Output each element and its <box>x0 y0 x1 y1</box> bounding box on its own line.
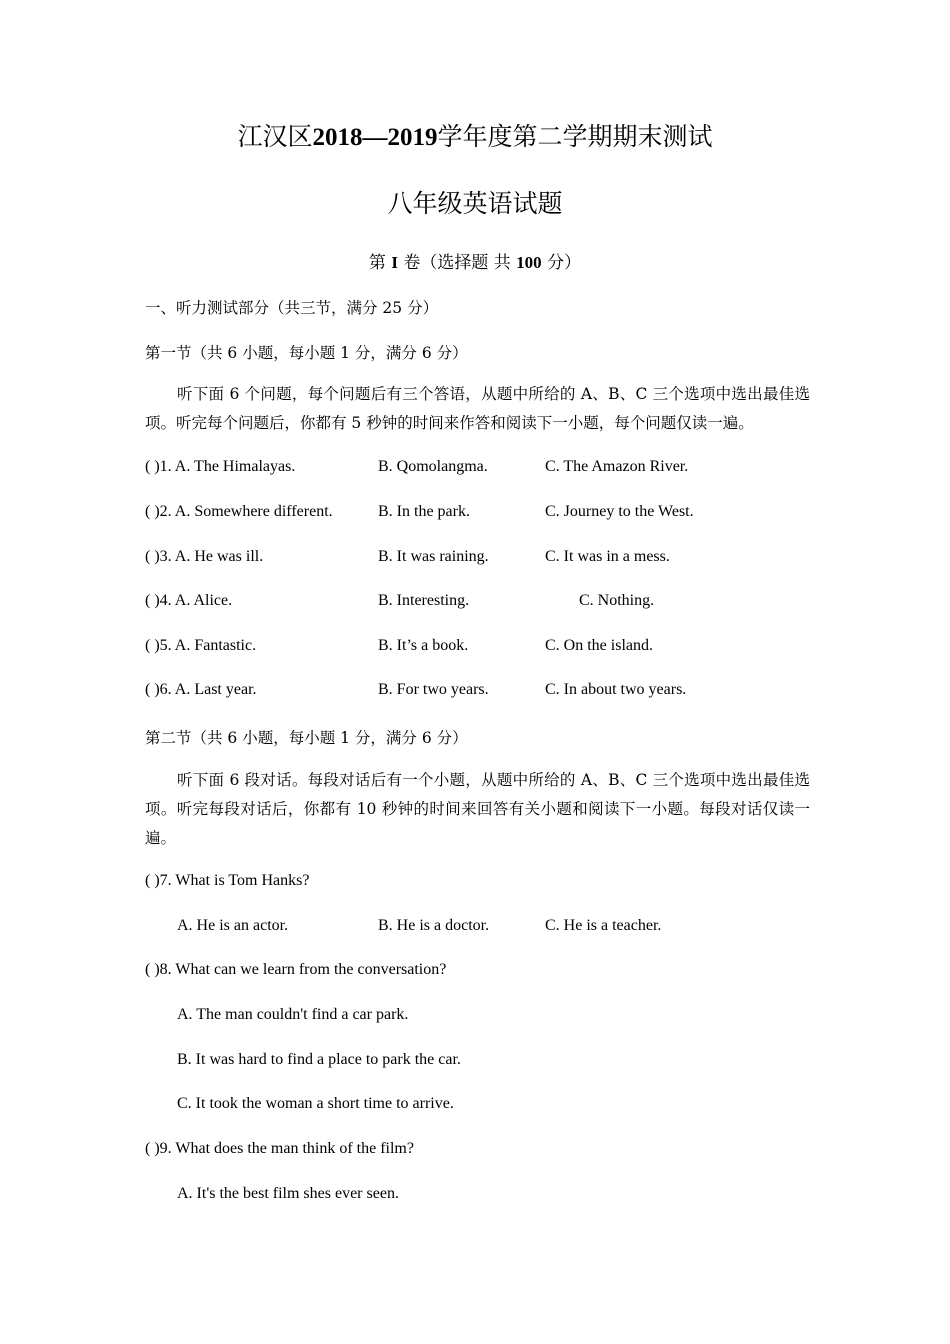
volume-score: 100 <box>516 253 542 272</box>
question-2 <box>145 503 810 527</box>
volume-heading <box>0 248 950 273</box>
question-5-a: ( )5. A. Fantastic. <box>145 637 257 654</box>
section1-instructions: 听下面 6 个问题，每个问题后有三个答语，从题中所给的 A、B、C 三个选项中选出最佳选项。听完每个问题后，你都有 5 秒钟的时间来作答和阅读下一小题，每个问题仅读一遍。 <box>145 385 810 432</box>
question-2-c: C. Journey to the West. <box>545 503 694 520</box>
question-1-c: C. The Amazon River. <box>545 458 689 475</box>
question-9 <box>145 1140 810 1164</box>
question-4-a: ( )4. A. Alice. <box>145 592 233 609</box>
question-8-c: C. It took the woman a short time to arrive. <box>177 1095 454 1112</box>
question-7-stem: ( )7. What is Tom Hanks? <box>145 872 310 889</box>
question-5-b: B. It’s a book. <box>378 637 469 654</box>
section2-instructions: 听下面 6 段对话。每段对话后有一个小题，从题中所给的 A、B、C 三个选项中选出最佳选项。听完每段对话后，你都有 10 秒钟的时间来回答有关小题和阅读下一小题。每段对话仅读一遍。 <box>145 771 810 847</box>
exam-title <box>0 117 950 153</box>
question-7-options <box>145 917 810 941</box>
question-3-a: ( )3. A. He was ill. <box>145 548 264 565</box>
question-8-a: A. The man couldn't find a car park. <box>177 1006 409 1023</box>
question-7-a: A. He is an actor. <box>177 917 289 934</box>
question-3 <box>145 548 810 572</box>
title-prefix: 江汉区 <box>237 122 313 151</box>
question-1 <box>145 458 810 482</box>
question-6-b: B. For two years. <box>378 681 489 698</box>
question-9-stem: ( )9. What does the man think of the film? <box>145 1140 414 1157</box>
volume-prefix: 第 <box>368 253 386 273</box>
question-8-stem: ( )8. What can we learn from the conversation? <box>145 961 447 978</box>
question-7-c: C. He is a teacher. <box>545 917 662 934</box>
exam-subtitle: 八年级英语试题 <box>387 189 563 218</box>
question-5-c: C. On the island. <box>545 637 653 654</box>
question-1-b: B. Qomolangma. <box>378 458 488 475</box>
question-7 <box>145 872 810 896</box>
question-5 <box>145 637 810 661</box>
question-2-a: ( )2. A. Somewhere different. <box>145 503 333 520</box>
question-6 <box>145 681 810 705</box>
question-3-b: B. It was raining. <box>378 548 489 565</box>
question-7-b: B. He is a doctor. <box>378 917 490 934</box>
question-6-a: ( )6. A. Last year. <box>145 681 257 698</box>
part1-heading: 一、听力测试部分（共三节，满分 25 分） <box>145 299 439 317</box>
question-9-a: A. It's the best film shes ever seen. <box>177 1185 399 1202</box>
section1-heading: 第一节（共 6 小题，每小题 1 分，满分 6 分） <box>145 344 468 362</box>
question-6-c: C. In about two years. <box>545 681 687 698</box>
question-4-b: B. Interesting. <box>378 592 470 609</box>
question-3-c: C. It was in a mess. <box>545 548 670 565</box>
question-8 <box>145 961 810 985</box>
title-years: 2018—2019 <box>312 124 438 151</box>
title-suffix: 学年度第二学期期末测试 <box>437 122 713 151</box>
volume-mid: 卷（选择题 共 <box>403 253 511 273</box>
section2-heading: 第二节（共 6 小题，每小题 1 分，满分 6 分） <box>145 729 468 747</box>
volume-num: I <box>391 253 398 272</box>
question-4 <box>145 592 810 616</box>
volume-suffix: 分） <box>547 253 582 273</box>
question-8-b: B. It was hard to find a place to park the car. <box>177 1051 461 1068</box>
question-2-b: B. In the park. <box>378 503 470 520</box>
question-4-c: C. Nothing. <box>579 592 655 609</box>
question-1-a: ( )1. A. The Himalayas. <box>145 458 296 475</box>
